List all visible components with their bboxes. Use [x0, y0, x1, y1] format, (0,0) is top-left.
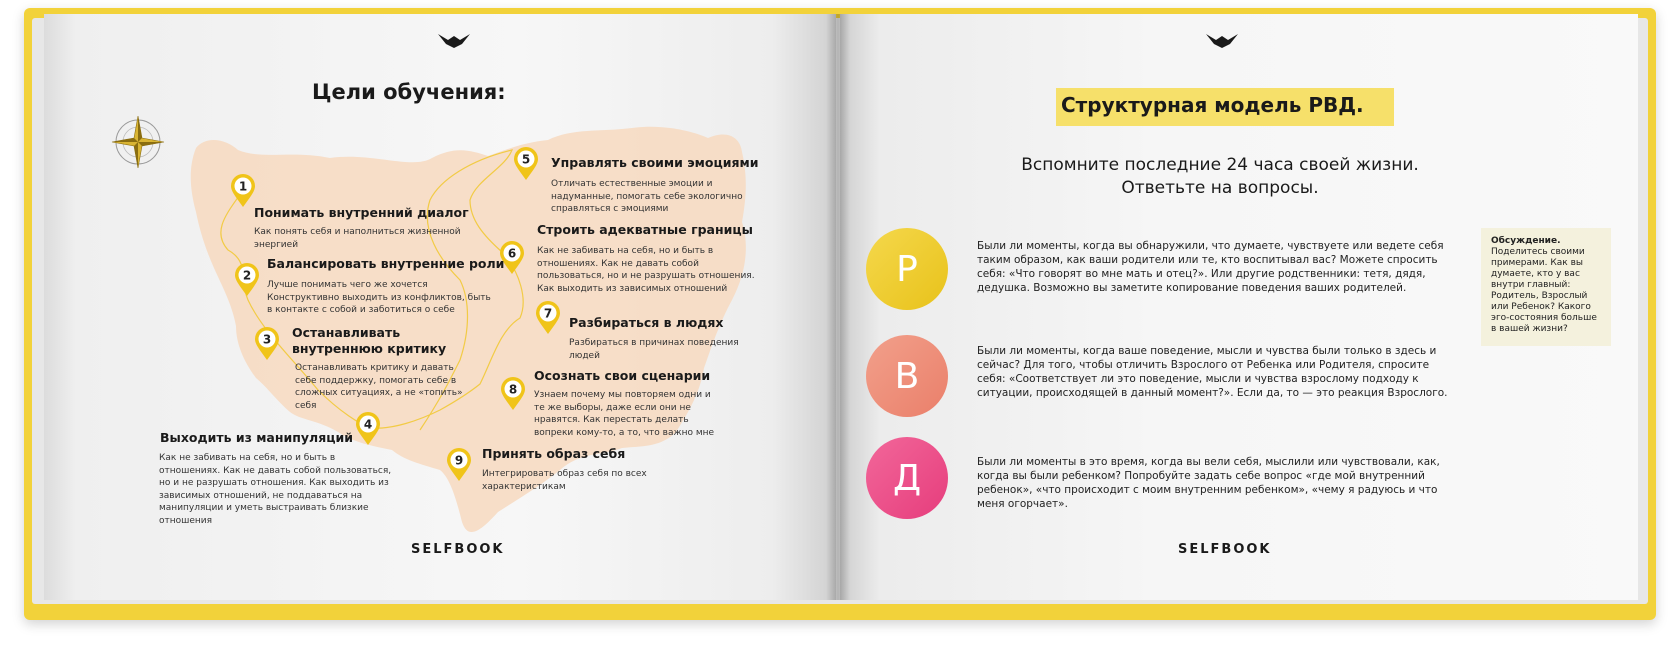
- bird-logo-icon: [436, 30, 472, 50]
- pin-number: 2: [242, 268, 252, 283]
- goal-title: Осознать свои сценарии: [534, 368, 711, 383]
- pin-number: 7: [543, 306, 553, 321]
- goal-title: Выходить из манипуляций: [160, 430, 354, 445]
- pin-number: 8: [508, 382, 518, 397]
- goal-title: Принять образ себя: [482, 446, 626, 461]
- adult-circle: В: [866, 335, 948, 417]
- goal-title: Балансировать внутренние роли: [267, 256, 505, 271]
- map-pin-icon: [254, 327, 280, 361]
- child-circle: Д: [866, 437, 948, 519]
- discussion-note: [1481, 228, 1611, 346]
- parent-circle: Р: [866, 228, 948, 310]
- book-spine-shadow: [826, 14, 850, 600]
- parent-question-text: Были ли моменты, когда вы обнаружили, что думаете, чувствуете или ведете себя таким образом, как ваши родители или те, кто воспитывал вас? Можете спросить себя: «Что говорят во мне мать и отец?». Или другие родственники: тетя, дядя, дедушка. Возможно вы заметите копирование поведения ваших родителей.: [977, 240, 1444, 294]
- map-pin-icon: [513, 147, 539, 181]
- goal-description: Как понять себя и наполниться жизненной энергией: [254, 227, 461, 250]
- goal-title: Останавливать внутреннюю критику: [292, 325, 447, 356]
- pin-number: 4: [363, 417, 373, 432]
- goal-title: Разбираться в людях: [569, 315, 724, 330]
- map-pin-icon: [535, 301, 561, 335]
- pin-number: 1: [238, 179, 248, 194]
- right-page-title: Структурная модель РВД.: [1061, 93, 1364, 117]
- child-question-text: Были ли моменты в это время, когда вы вели себя, мыслили или чувствовали, как, когда вы были ребенком? Попробуйте задать себе вопрос «где мой внутренний ребенок», «что происходит с моим внутренним ребенком», «чему я радуюсь и что меня огорчает».: [977, 456, 1440, 510]
- goal-description: Узнаем почему мы повторяем одни и те же выборы, даже если они не нравятся. Как перестать делать вопреки кому-то, а то, что важно мне: [534, 390, 715, 438]
- bird-logo-icon: [1204, 30, 1240, 50]
- goal-description: Отличать естественные эмоции и надуманные, помогать себе экологично справляться с эмоциями: [551, 179, 743, 214]
- pin-number: 5: [521, 152, 531, 167]
- adult-question-text: Были ли моменты, когда ваше поведение, мысли и чувства были только в здесь и сейчас? Для того, чтобы отличить Взрослого от Ребенка или Родителя, спросите себя: «Соответствует ли это поведение, мысли и чувства взрослому подходу к ситуации, происходящей в данный момент?». Если да, то — это реакция Взрослого.: [977, 345, 1448, 399]
- left-page-footer: SELFBOOK: [411, 542, 505, 557]
- goal-description: Лучше понимать чего же хочется Конструктивно выходить из конфликтов, быть в контакте с собой и заботиться о себе: [267, 280, 491, 315]
- pin-number: 3: [262, 332, 272, 347]
- goal-description: Останавливать критику и давать себе поддержку, помогать себе в сложных ситуациях, а не «топить» себя: [295, 363, 463, 411]
- map-pin-icon: [230, 174, 256, 208]
- note-heading: Обсуждение.: [1491, 236, 1561, 246]
- left-page-title: Цели обучения:: [312, 80, 506, 104]
- goal-title: Понимать внутренний диалог: [254, 205, 469, 220]
- right-page-subtitle: [960, 154, 1480, 200]
- goal-description: Как не забивать на себя, но и быть в отношениях. Как не давать собой пользоваться, но и не разрушать отношения. Как выходить из зависимых отношений, не поддаваться на манипуляции и уметь выстраивать близкие отношения: [159, 453, 392, 526]
- goal-description: Разбираться в причинах поведения людей: [569, 338, 739, 361]
- subtitle-line: Ответьте на вопросы.: [1121, 178, 1319, 198]
- map-pin-icon: [355, 412, 381, 446]
- map-pin-icon: [446, 448, 472, 482]
- pin-number: 9: [454, 453, 464, 468]
- goal-title: Управлять своими эмоциями: [551, 155, 759, 170]
- map-pin-icon: [500, 377, 526, 411]
- goal-description: Интегрировать образ себя по всех характеристикам: [482, 469, 647, 492]
- goal-description: Как не забивать на себя, но и быть в отношениях. Как не давать собой пользоваться, но и не разрушать отношения. Как выходить из зависимых отношений: [537, 246, 755, 294]
- goal-title: Строить адекватные границы: [537, 222, 753, 237]
- pin-number: 6: [507, 246, 517, 261]
- note-text: Поделитесь своими примерами. Как вы думаете, кто у вас внутри главный: Родитель, Взрослый или Ребенок? Какого эго-состояния больше в вашей жизни?: [1491, 247, 1597, 334]
- subtitle-line: Вспомните последние 24 часа своей жизни.: [1021, 155, 1419, 175]
- map-pin-icon: [234, 263, 260, 297]
- right-page-footer: SELFBOOK: [1178, 542, 1272, 557]
- compass-rose-icon: [108, 112, 168, 172]
